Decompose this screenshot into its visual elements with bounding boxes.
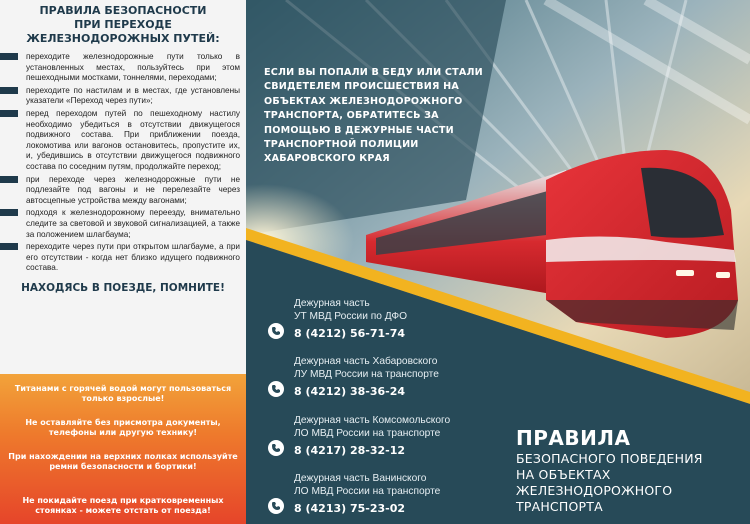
rule-item: при переходе через железнодорожные пути не подлезайте под вагоны и не перелезайте через автосцепные устройства между вагонами; (0, 175, 246, 207)
warning-item: Не покидайте поезд при кратковременных стоянках - можете отстать от поезда! (22, 496, 224, 515)
bullet-bar (0, 87, 18, 94)
help-message: ЕСЛИ ВЫ ПОПАЛИ В БЕДУ ИЛИ СТАЛИ СВИДЕТЕЛЕМ ПРОИСШЕСТВИЯ НА ОБЪЕКТАХ ЖЕЛЕЗНОДОРОЖНОГО ТРАНСПОРТА, ОБРАТИТЕСЬ ЗА ПОМОЩЬЮ В ДЕЖУРНЫЕ ЧАСТИ ТРАНСПОРТНОЙ ПОЛИЦИИ ХАБАРОВСКОГО КРАЯ (264, 67, 483, 165)
train-warnings-box (0, 374, 246, 524)
crossing-rules-title: ПРАВИЛА БЕЗОПАСНОСТИ ПРИ ПЕРЕХОДЕ ЖЕЛЕЗНОДОРОЖНЫХ ПУТЕЙ: (26, 4, 220, 45)
phone-icon (268, 498, 284, 514)
rule-item: переходите через пути при открытом шлагбауме, а при его отсутствии - когда нет близко идущего подвижного состава. (0, 242, 246, 274)
crossing-rules-list (0, 52, 246, 274)
phone-icon (268, 440, 284, 456)
phone-number[interactable]: 8 (4217) 28-32-12 (294, 444, 406, 457)
bullet-bar (0, 209, 18, 216)
rule-item: переходите железнодорожные пути только в установленных местах, пользуйтесь при этом пешеходными мостками, тоннелями, переходами; (0, 52, 246, 84)
phone-icon (268, 381, 284, 397)
rule-item: подходя к железнодорожному переезду, внимательно следите за световой и звуковой сигнализацией, а также за положением шлагбаума; (0, 208, 246, 240)
contact-block: Дежурная часть Хабаровского ЛУ МВД России на транспорте 8 (4212) 38-36-24 (268, 355, 488, 400)
phone-icon (268, 323, 284, 339)
rule-item: переходите по настилам и в местах, где установлены указатели «Переход через пути»; (0, 86, 246, 107)
left-panel (0, 0, 246, 524)
contact-block: Дежурная часть УТ МВД России по ДФО 8 (4212) 56-71-74 (268, 297, 488, 342)
phone-number[interactable]: 8 (4212) 38-36-24 (294, 385, 406, 398)
warning-item: Не оставляйте без присмотра документы, телефоны или другую технику! (25, 418, 221, 437)
bullet-bar (0, 110, 18, 117)
warning-item: При нахождении на верхних полках используйте ремни безопасности и бортики! (8, 452, 238, 471)
contact-block: Дежурная часть Ванинского ЛО МВД России на транспорте 8 (4213) 75-23-02 (268, 472, 488, 517)
bullet-bar (0, 243, 18, 250)
phone-number[interactable]: 8 (4213) 75-23-02 (294, 502, 406, 515)
right-panel (246, 0, 750, 524)
warning-item: Титанами с горячей водой могут пользоваться только взрослые! (14, 384, 232, 403)
phone-number[interactable]: 8 (4212) 56-71-74 (294, 327, 406, 340)
bullet-bar (0, 176, 18, 183)
contact-block: Дежурная часть Комсомольского ЛО МВД России на транспорте 8 (4217) 28-32-12 (268, 414, 488, 459)
bullet-bar (0, 53, 18, 60)
booklet-title: ПРАВИЛА БЕЗОПАСНОГО ПОВЕДЕНИЯ НА ОБЪЕКТАХ ЖЕЛЕЗНОДОРОЖНОГО ТРАНСПОРТА (516, 426, 703, 514)
rule-item: перед переходом путей по пешеходному настилу необходимо убедиться в отсутствии движущегося подвижного состава. При приближении поезда, локомотива или вагонов остановитесь, пропустите их, и, убедившись в отсутствии движущегося подвижного состава по соседним путям, продолжайте переход; (0, 109, 246, 173)
train-remember-title: НАХОДЯСЬ В ПОЕЗДЕ, ПОМНИТЕ! (21, 281, 225, 294)
